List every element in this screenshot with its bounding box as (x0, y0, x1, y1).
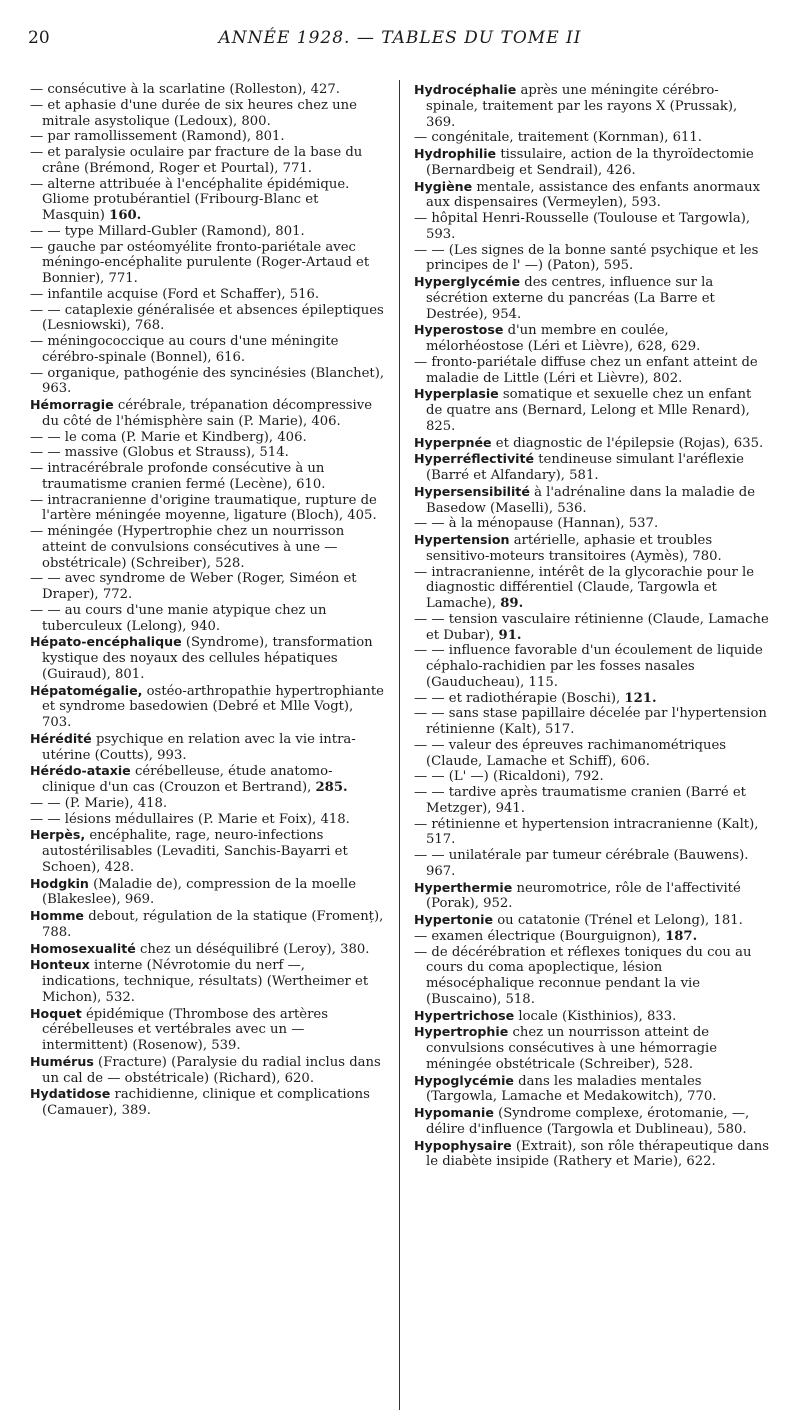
running-title: ANNÉE 1928. — TABLES DU TOME II (218, 28, 582, 48)
index-entry (414, 848, 769, 880)
index-entry (30, 334, 385, 366)
entry-text: interne (Névrotomie du nerf —, indications, technique, résultats) (Wertheimer et Michon), 532. (42, 958, 369, 1005)
index-entry (30, 763, 385, 796)
entry-text: — — le coma (P. Marie et Kindberg), 406. (30, 429, 307, 445)
column-divider (399, 80, 400, 1410)
index-entry (414, 484, 769, 517)
index-entry (414, 82, 769, 130)
index-entry (414, 691, 769, 707)
entry-text: rachidienne, clinique et complications (Camauer), 389. (42, 1087, 370, 1118)
index-entry (30, 493, 385, 525)
entry-headword: Hémorragie (30, 397, 114, 412)
entry-text: neuromotrice, rôle de l'affectivité (Porak), 952. (426, 880, 741, 912)
index-entry (30, 941, 385, 958)
entry-headword: Hypoglycémie (414, 1072, 514, 1088)
entry-text: (Syndrome complexe, érotomanie, —, délire d'influence (Targowla et Dublineau), 580. (426, 1106, 750, 1137)
index-entry (414, 355, 769, 387)
entry-text: — — tardive après traumatisme cranien (Barré et Metzger), 941. (414, 785, 746, 816)
index-entry (414, 785, 769, 817)
entry-text: cérébelleuse, étude anatomo-clinique d'un cas (Crouzon et Bertrand), (42, 764, 333, 795)
entry-text: artérielle, aphasie et troubles sensitivo-moteurs transitoires (Aymès), 780. (426, 533, 722, 564)
entry-text: — méningococcique au cours d'une méningite cérébro-spinale (Bonnel), 616. (30, 334, 339, 365)
entry-text: (Maladie de), compression de la moelle (Blakeslee), 969. (42, 876, 357, 908)
entry-headword: Hygiène (414, 178, 473, 194)
entry-text: (Extrait), son rôle thérapeutique dans le diabète insipide (Rathery et Marie), 622. (426, 1138, 769, 1170)
entry-text: des centres, influence sur la sécrétion externe du pancréas (La Barre et Destrée), 954. (426, 275, 715, 322)
entry-text: chez un déséquilibré (Leroy), 380. (140, 941, 370, 957)
index-entry (414, 1024, 769, 1072)
entry-headword: Homme (30, 908, 84, 923)
index-entry (414, 1008, 769, 1025)
entry-text: — congénitale, traitement (Kornman), 611. (414, 130, 702, 146)
entry-text: — alterne attribuée à l'encéphalite épidémique. Gliome protubérantiel (Fribourg-Blanc et Masquin) (30, 176, 350, 223)
index-entry (30, 524, 385, 571)
index-entry (30, 812, 385, 828)
index-entry (30, 145, 385, 177)
entry-text: — gauche par ostéomyélite fronto-pariétale avec méningo-encéphalite purulente (Roger-Artaud et Bonnier), 771. (30, 239, 370, 286)
index-entry (30, 98, 385, 130)
index-entry (30, 876, 385, 909)
entry-page-ref: 91. (498, 627, 522, 643)
entry-text: locale (Kisthinios), 833. (518, 1008, 677, 1024)
right-column (414, 82, 769, 1170)
entry-headword: Hydrocéphalie (414, 82, 517, 97)
entry-page-ref: 160. (109, 208, 142, 223)
entry-text: — organique, pathogénie des syncinésies (Blanchet), 963. (30, 365, 385, 397)
entry-headword: Hypomanie (414, 1105, 494, 1120)
entry-text: (Syndrome), transformation kystique des noyaux des cellules hépatiques (Guiraud), 801. (42, 635, 373, 682)
entry-text: — — valeur des épreuves rachimanométriques (Claude, Lamache et Schiff), 606. (414, 737, 727, 769)
index-entry (414, 929, 769, 945)
entry-text: — — au cours d'une manie atypique chez un tuberculeux (Lelong), 940. (30, 602, 327, 634)
index-entry (30, 177, 385, 224)
entry-text: — de décérébration et réflexes toniques du cou au cours du coma apoplectique, lésion mésocéphalique reconnue pendant la vie (Buscaino), 518. (414, 944, 752, 1007)
index-entry (414, 179, 769, 212)
left-column (30, 82, 385, 1119)
index-entry (30, 1006, 385, 1054)
entry-text: — — cataplexie généralisée et absences épileptiques (Lesniowski), 768. (30, 302, 384, 334)
entry-text: tissulaire, action de la thyroïdectomie (Bernardbeig et Sendrail), 426. (426, 147, 754, 178)
entry-text: debout, régulation de la statique (Fromenț), 788. (42, 909, 384, 940)
index-entry (30, 303, 385, 335)
entry-text: — par ramollissement (Ramond), 801. (30, 129, 285, 145)
entry-text: tendineuse simulant l'aréflexie (Barré et Alfandary), 581. (426, 452, 744, 483)
entry-text: et diagnostic de l'épilepsie (Rojas), 635. (495, 435, 764, 451)
entry-text: épidémique (Thrombose des artères cérébelleuses et vertébrales avec un — intermittent) (Rosenow), 539. (42, 1006, 328, 1053)
entry-text: mentale, assistance des enfants anormaux aux dispensaires (Vermeylen), 593. (426, 179, 761, 211)
index-entry (414, 274, 769, 322)
index-entry (414, 817, 769, 849)
index-entry (414, 945, 769, 1008)
index-entry (30, 287, 385, 303)
entry-text: — infantile acquise (Ford et Schaffer), 516. (30, 286, 320, 302)
index-entry (414, 146, 769, 179)
entry-headword: Hyperréflectivité (414, 451, 535, 467)
entry-headword: Hypertension (414, 532, 510, 547)
index-entry (30, 571, 385, 603)
index-entry (414, 612, 769, 644)
entry-text: d'un membre en coulée, mélorhéostose (Léri et Lièvre), 628, 629. (426, 323, 701, 354)
entry-text: — — influence favorable d'un écoulement de liquide céphalo-rachidien par les fosses nasales (Gauducheau), 115. (414, 643, 763, 690)
entry-headword: Hydatidose (30, 1086, 111, 1102)
entry-headword: Hépatomégalie, (30, 682, 143, 698)
entry-headword: Hodgkin (30, 875, 89, 891)
entry-text: — rétinienne et hypertension intracranienne (Kalt), 517. (414, 816, 759, 848)
entry-text: encéphalite, rage, neuro-infections autostérilisables (Levaditi, Sanchis-Bayarri et Schoen), 428. (42, 828, 348, 875)
entry-text: somatique et sexuelle chez un enfant de quatre ans (Bernard, Lelong et Mlle Renard), 825. (426, 387, 752, 434)
index-entry (30, 82, 385, 98)
entry-headword: Hydrophilie (414, 146, 497, 161)
page-number: 20 (28, 28, 50, 48)
entry-text: — fronto-pariétale diffuse chez un enfant atteint de maladie de Little (Léri et Lièvre), 802. (414, 354, 758, 386)
index-entry (414, 386, 769, 434)
index-entry (414, 880, 769, 913)
entry-text: — intracranienne d'origine traumatique, rupture de l'artère méningée moyenne, ligature (Bloch), 405. (30, 492, 377, 524)
index-entry (414, 738, 769, 770)
index-entry (30, 827, 385, 875)
entry-headword: Homosexualité (30, 940, 136, 956)
entry-headword: Hérédo-ataxie (30, 763, 131, 779)
index-entry (30, 731, 385, 764)
entry-headword: Hypertrichose (414, 1007, 515, 1023)
index-entry (414, 1105, 769, 1138)
entry-text: — et paralysie oculaire par fracture de la base du crâne (Brémond, Roger et Pourtal), 771. (30, 145, 363, 176)
entry-text: ou catatonie (Trénel et Lelong), 181. (497, 913, 743, 928)
index-entry (30, 366, 385, 398)
entry-text: — hôpital Henri-Rousselle (Toulouse et Targowla), 593. (414, 211, 751, 242)
entry-text: — et aphasie d'une durée de six heures chez une mitrale asystolique (Ledoux), 800. (30, 97, 357, 129)
index-entry (414, 516, 769, 532)
entry-text: à l'adrénaline dans la maladie de Basedow (Maselli), 536. (426, 484, 756, 516)
entry-text: dans les maladies mentales (Targowla, Lamache et Medakowitch), 770. (426, 1073, 717, 1105)
entry-text: — examen électrique (Bourguignon), (414, 928, 661, 944)
index-entry (414, 643, 769, 690)
entry-page-ref: 187. (665, 928, 698, 944)
index-entry (414, 769, 769, 785)
entry-headword: Humérus (30, 1053, 94, 1069)
entry-text: cérébrale, trépanation décompressive du côté de l'hémisphère sain (P. Marie), 406. (42, 398, 373, 429)
entry-headword: Hérédité (30, 730, 92, 746)
entry-text: ostéo-arthropathie hypertrophiante et syndrome basedowien (Debré et Mlle Vogt), 703. (42, 683, 384, 730)
entry-headword: Hépato-encéphalique (30, 634, 182, 650)
entry-headword: Hyperglycémie (414, 274, 521, 289)
index-entry (414, 451, 769, 484)
entry-text: — — à la ménopause (Hannan), 537. (414, 516, 659, 532)
entry-text: — — (Les signes de la bonne santé psychique et les principes de l' —) (Paton), 595. (414, 242, 759, 274)
entry-text: psychique en relation avec la vie intra-utérine (Coutts), 993. (42, 731, 356, 763)
index-entry (30, 1086, 385, 1119)
entry-headword: Hypophysaire (414, 1137, 512, 1153)
index-entry (414, 211, 769, 243)
page-header (28, 28, 772, 58)
index-entry (414, 565, 769, 612)
entry-headword: Hyperplasie (414, 386, 499, 402)
entry-text: — consécutive à la scarlatine (Rolleston), 427. (30, 82, 340, 97)
index-entry (30, 397, 385, 430)
index-entry (414, 706, 769, 738)
entry-text: — — tension vasculaire rétinienne (Claude, Lamache et Dubar), (414, 611, 769, 643)
entry-text: — — type Millard-Gubler (Ramond), 801. (30, 223, 305, 239)
index-entry (414, 435, 769, 452)
entry-text: — — unilatérale par tumeur cérébrale (Bauwens). 967. (414, 848, 749, 879)
entry-text: — — (L' —) (Ricaldoni), 792. (414, 769, 604, 785)
index-entry (30, 224, 385, 240)
entry-page-ref: 285. (315, 780, 348, 795)
index-entry (30, 430, 385, 446)
entry-text: — — avec syndrome de Weber (Roger, Siméon et Draper), 772. (30, 571, 357, 602)
entry-headword: Hyperthermie (414, 879, 513, 895)
index-entry (30, 603, 385, 635)
index-entry (414, 130, 769, 146)
entry-text: — — massive (Globus et Strauss), 514. (30, 445, 289, 461)
entry-headword: Herpès, (30, 827, 86, 843)
index-entry (30, 1054, 385, 1087)
index-entry (414, 532, 769, 565)
entry-text: après une méningite cérébro-spinale, traitement par les rayons X (Prussak), 369. (426, 83, 738, 130)
index-entry (30, 461, 385, 493)
entry-headword: Hoquet (30, 1005, 82, 1021)
index-entry (414, 1138, 769, 1171)
entry-text: (Fracture) (Paralysie du radial inclus dans un cal de — obstétricale) (Richard), 620. (42, 1054, 381, 1086)
entry-text: — intracranienne, intérêt de la glycorachie pour le diagnostic différentiel (Claude, Targowla et Lamache), (414, 564, 755, 611)
index-entry (414, 912, 769, 929)
index-entry (414, 243, 769, 275)
index-entry (30, 957, 385, 1005)
entry-headword: Hypertrophie (414, 1024, 509, 1040)
entry-text: — — lésions médullaires (P. Marie et Foix), 418. (30, 811, 350, 827)
index-entry (30, 683, 385, 731)
entry-page-ref: 89. (500, 596, 524, 611)
entry-page-ref: 121. (624, 690, 657, 706)
entry-headword: Hyperostose (414, 322, 504, 338)
entry-text: — — et radiothérapie (Boschi), (414, 690, 621, 706)
index-entry (414, 1073, 769, 1106)
entry-text: — intracérébrale profonde consécutive à un traumatisme cranien fermé (Lecène), 610. (30, 461, 326, 492)
index-entry (414, 322, 769, 355)
entry-headword: Hypertonie (414, 912, 494, 927)
index-entry (30, 634, 385, 682)
entry-headword: Hyperpnée (414, 434, 492, 450)
index-entry (30, 445, 385, 461)
entry-text: chez un nourrisson atteint de convulsions consécutives à une hémorragie méningée obstétricale (Schreiber), 528. (426, 1025, 718, 1072)
index-entry (30, 796, 385, 812)
index-entry (30, 908, 385, 941)
entry-text: — — (P. Marie), 418. (30, 795, 168, 811)
index-entry (30, 129, 385, 145)
index-entry (30, 240, 385, 287)
entry-headword: Hypersensibilité (414, 483, 530, 499)
entry-text: — — sans stase papillaire décelée par l'hypertension rétinienne (Kalt), 517. (414, 706, 767, 737)
entry-text: — méningée (Hypertrophie chez un nourrisson atteint de convulsions consécutives à une — obstétricale) (Schreiber), 528. (30, 524, 345, 571)
entry-headword: Honteux (30, 957, 90, 973)
